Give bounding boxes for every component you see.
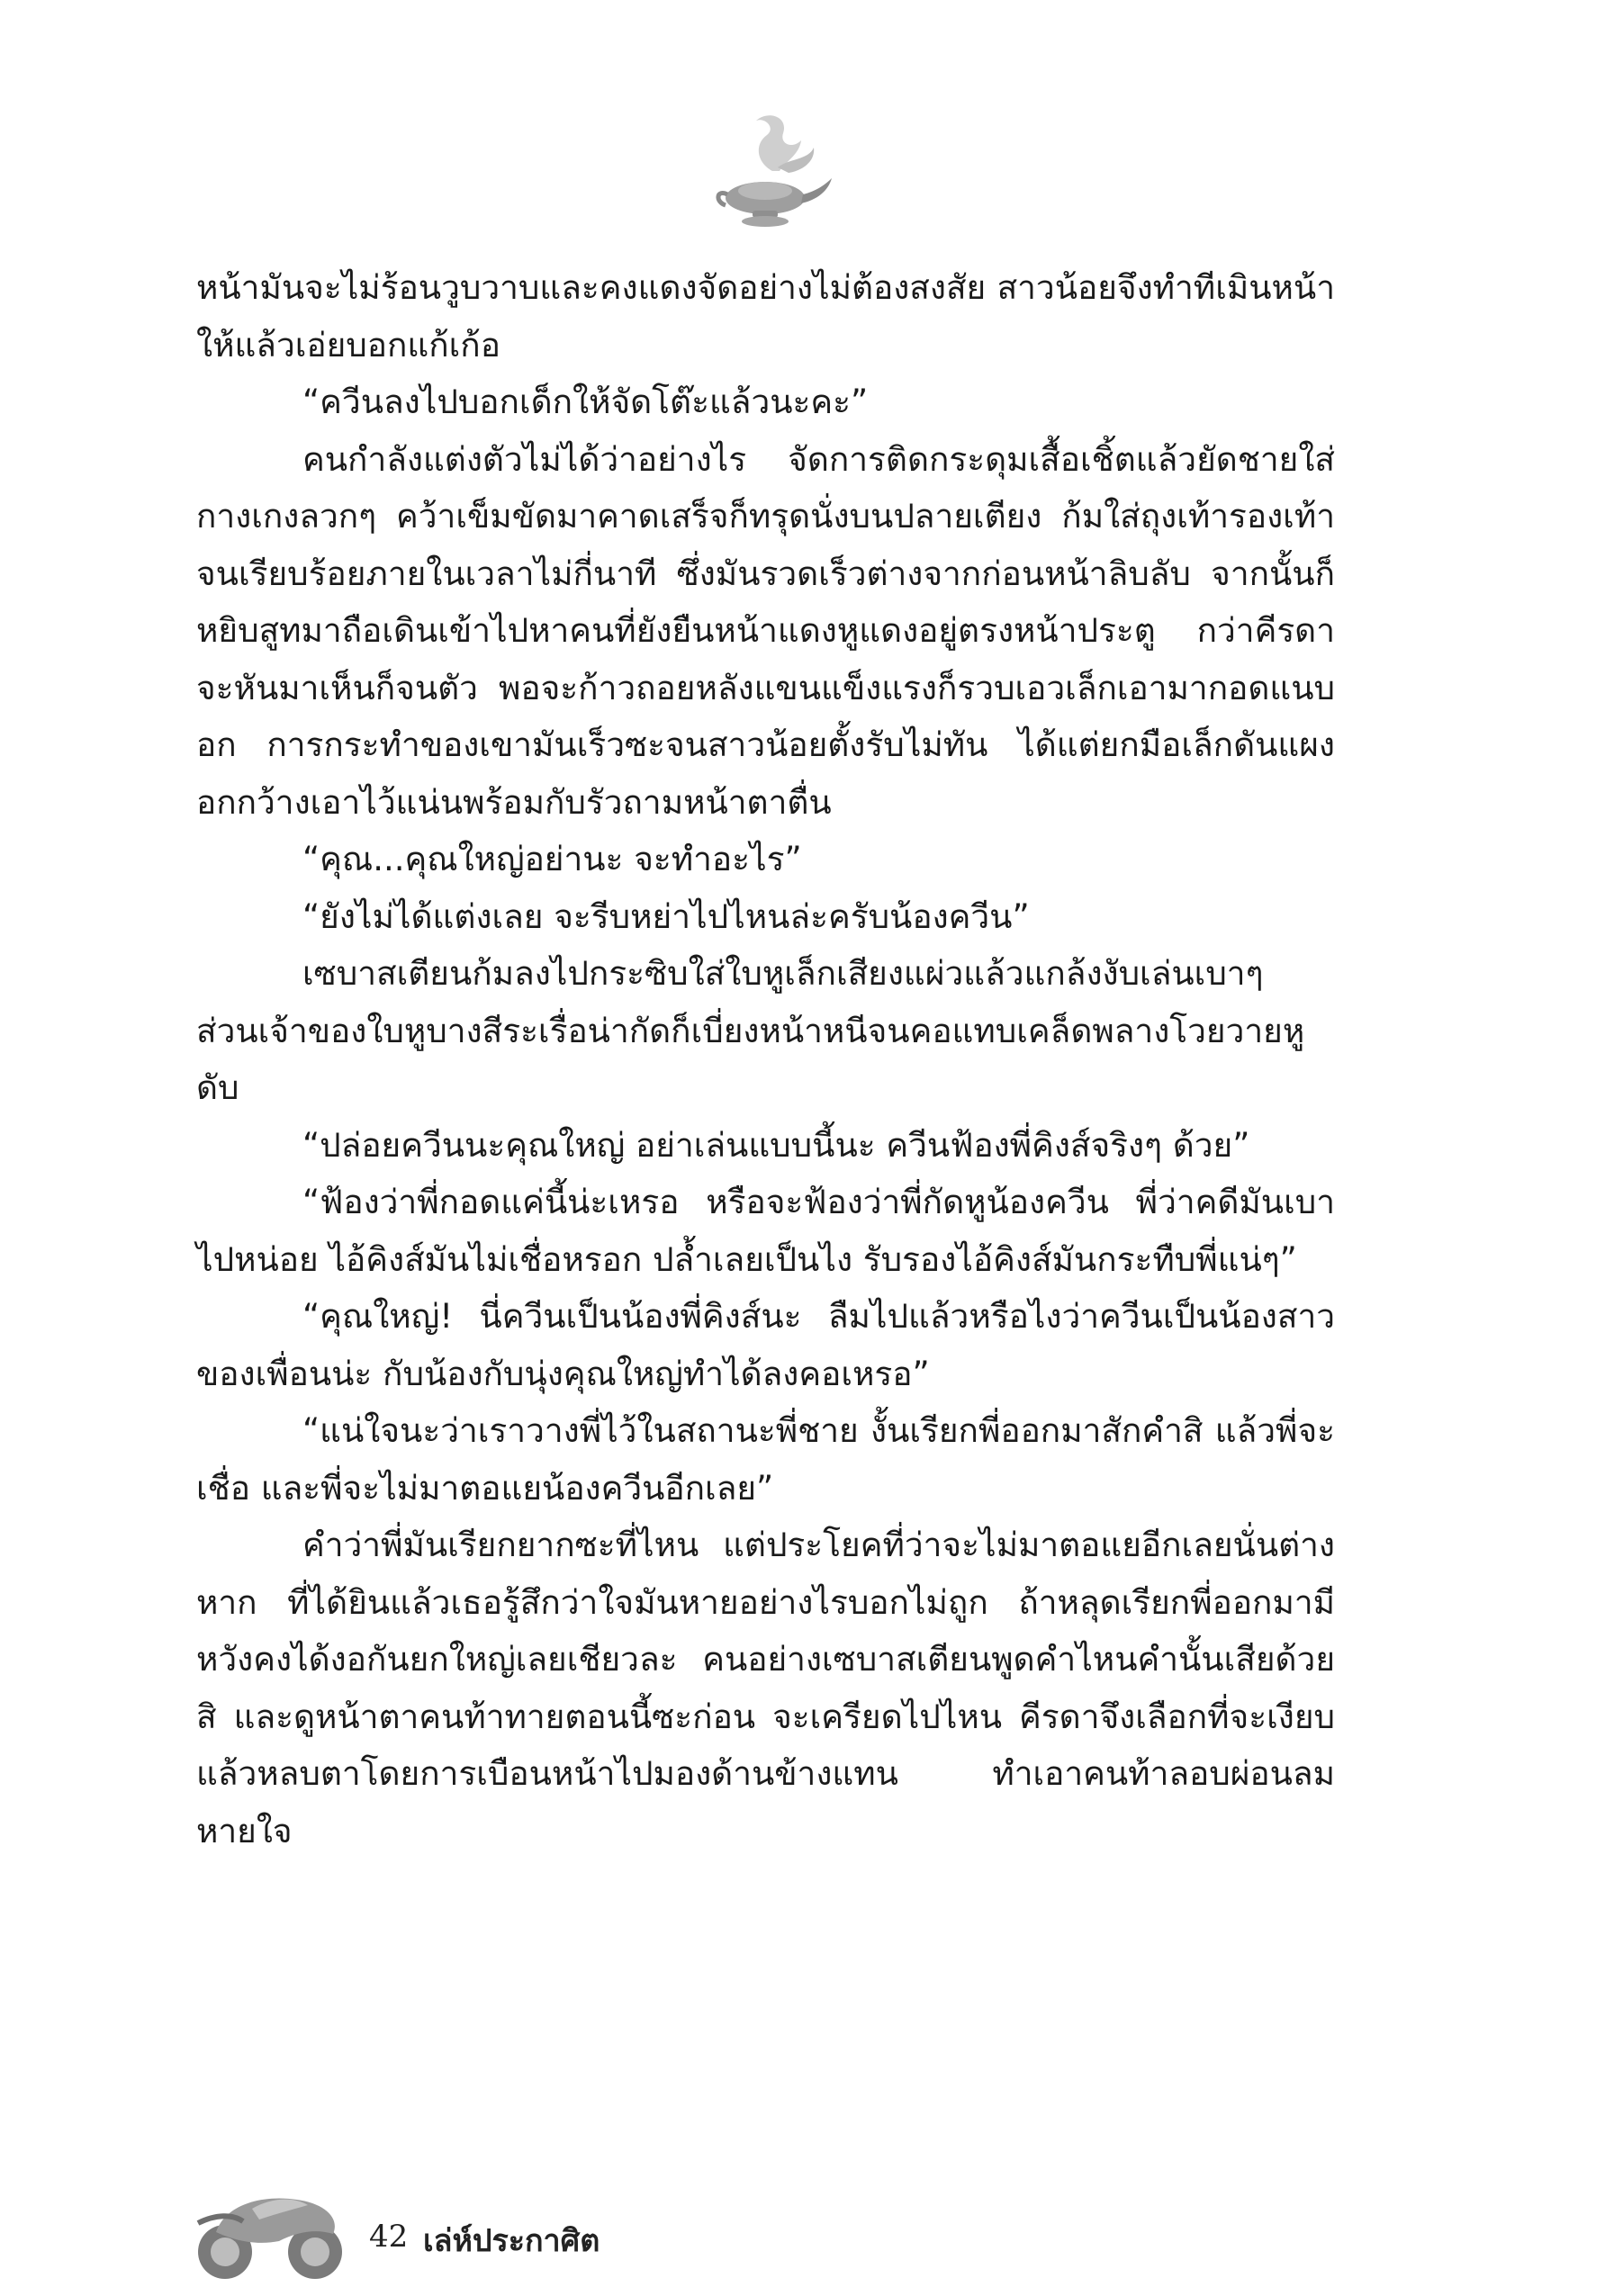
paragraph: “คุณใหญ่! นี่ควีนเป็นน้องพี่คิงส์นะ ลืมไปแล้วหรือไงว่าควีนเป็นน้องสาวของเพื่อนน่ะ กับน้องกับนุ่งคุณใหญ่ทำได้ลงคอเหรอ” xyxy=(196,1297,1335,1393)
paragraph: “แน่ใจนะว่าเราวางพี่ไว้ในสถานะพี่ชาย งั้นเรียกพี่ออกมาสักคำสิ แล้วพี่จะเชื่อ และพี่จะไม่มาตอแยน้องควีนอีกเลย” xyxy=(196,1411,1335,1508)
paragraph: “ยังไม่ได้แต่งเลย จะรีบหย่าไปไหนล่ะครับน้องควีน” xyxy=(302,896,1030,936)
paragraph: หน้ามันจะไม่ร้อนวูบวาบและคงแดงจัดอย่างไม่ต้องสงสัย สาวน้อยจึงทำทีเมินหน้าให้แล้วเอ่ยบอกแก้เก้อ xyxy=(196,268,1335,365)
paragraph: “คุณ...คุณใหญ่อย่านะ จะทำอะไร” xyxy=(302,840,802,878)
body-text xyxy=(196,259,1335,1859)
page-number: 42 xyxy=(369,2219,409,2255)
paragraph: คำว่าพี่มันเรียกยากซะที่ไหน แต่ประโยคที่ว่าจะไม่มาตอแยอีกเลยนั่นต่างหาก ที่ได้ยินแล้วเธอรู้สึกว่าใจมันหายอย่างไรบอกไม่ถูก ถ้าหลุดเรียกพี่ออกมามีหวังคงได้งอกันยกใหญ่เลยเชียวละ คนอย่างเซบาสเตียนพูดคำไหนคำนั้นเสียด้วยสิ และดูหน้าตาคนท้าทายตอนนี้ซะก่อน จะเครียดไปไหน คีรดาจึงเลือกที่จะเงียบแล้วหลบตาโดยการเบือนหน้าไปมองด้านข้างแทน ทำเอาคนท้าลอบผ่อนลมหายใจ xyxy=(196,1526,1335,1850)
magic-lamp-icon xyxy=(702,108,837,234)
paragraph: “ควีนลงไปบอกเด็กให้จัดโต๊ะแล้วนะคะ” xyxy=(302,383,869,421)
paragraph: เซบาสเตียนก้มลงไปกระซิบใส่ใบหูเล็กเสียงแผ่วแล้วแกล้งงับเล่นเบาๆ ส่วนเจ้าของใบหูบางสีระเรื่อน่ากัดก็เบี่ยงหน้าหนีจนคอแทบเคล็ดพลางโวยวายหูดับ xyxy=(196,954,1305,1107)
book-title: เล่ห์ประกาศิต xyxy=(423,2223,600,2259)
paragraph: “ฟ้องว่าพี่กอดแค่นี้น่ะเหรอ หรือจะฟ้องว่าพี่กัดหูน้องควีน พี่ว่าคดีมันเบาไปหน่อย ไอ้คิงส์มันไม่เชื่อหรอก ปล้ำเลยเป็นไง รับรองไอ้คิงส์มันกระทืบพี่แน่ๆ” xyxy=(196,1183,1335,1279)
motorcycle-icon xyxy=(189,2178,351,2286)
paragraph: “ปล่อยควีนนะคุณใหญ่ อย่าเล่นแบบนี้นะ ควีนฟ้องพี่คิงส์จริงๆ ด้วย” xyxy=(302,1125,1250,1165)
paragraph: คนกำลังแต่งตัวไม่ได้ว่าอย่างไร จัดการติดกระดุมเสื้อเชิ้ตแล้วยัดชายใส่กางเกงลวกๆ คว้าเข็มขัดมาคาดเสร็จก็ทรุดนั่งบนปลายเตียง ก้มใส่ถุงเท้ารองเท้าจนเรียบร้อยภายในเวลาไม่กี่นาที ซึ่งมันรวดเร็วต่างจากก่อนหน้าลิบลับ จากนั้นก็หยิบสูทมาถือเดินเข้าไปหาคนที่ยังยืนหน้าแดงหูแดงอยู่ตรงหน้าประตู กว่าคีรดาจะหันมาเห็นก็จนตัว พอจะก้าวถอยหลังแขนแข็งแรงก็รวบเอวเล็กเอามากอดแนบอก การกระทำของเขามันเร็วซะจนสาวน้อยตั้งรับไม่ทัน ได้แต่ยกมือเล็กดันแผงอกกว้างเอาไว้แน่นพร้อมกับรัวถามหน้าตาตื่น xyxy=(196,439,1335,822)
